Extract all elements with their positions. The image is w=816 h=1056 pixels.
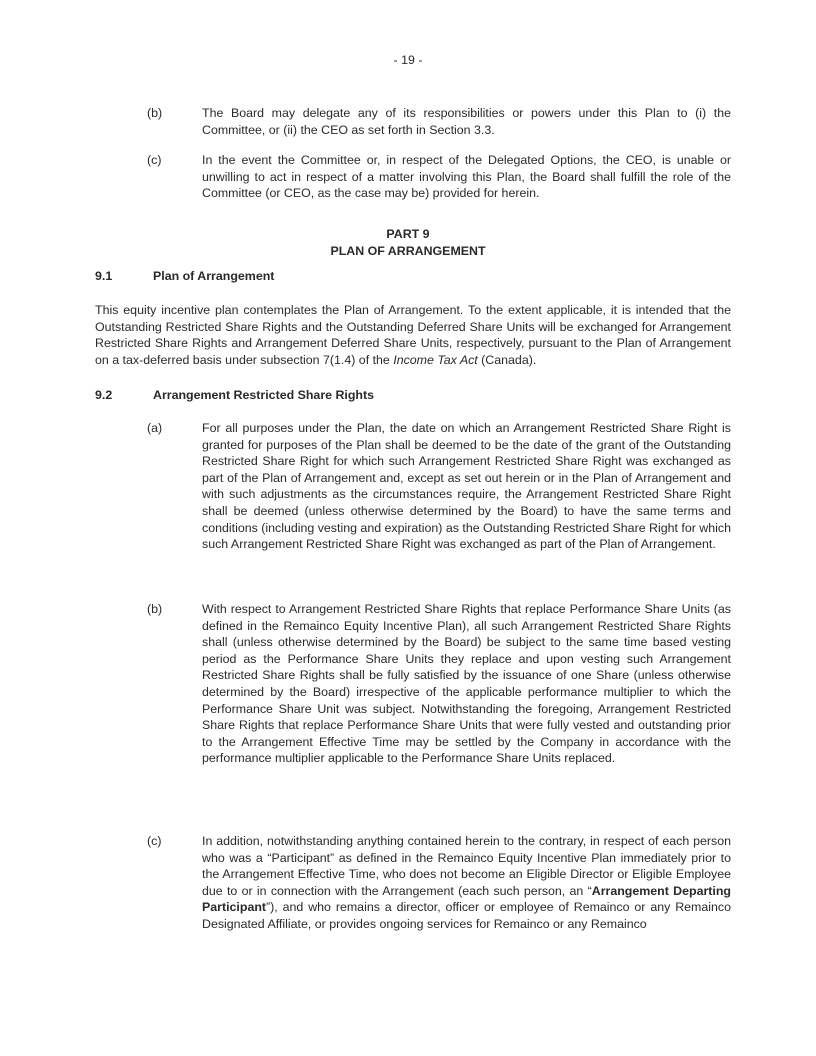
item-text: The Board may delegate any of its responsibilities or powers under this Plan to (i) the Committee, or (ii) the CEO as set forth in Section 3.3.: [202, 106, 731, 137]
section-heading: [95, 268, 274, 285]
section-title: Arrangement Restricted Share Rights: [153, 388, 375, 402]
part-heading: [0, 226, 816, 260]
section-number: 9.2: [95, 388, 113, 402]
list-item: [147, 420, 731, 553]
item-label: (c): [147, 834, 162, 848]
item-text-part: ”), and who remains a director, officer or employee of Remainco or any Remainco Designated Affiliate, or provides ongoing services for Remainco or any Remainco: [202, 900, 731, 931]
list-item: [147, 152, 731, 202]
section-title: Plan of Arrangement: [153, 269, 275, 283]
item-label: (c): [147, 153, 162, 167]
item-label: (a): [147, 421, 163, 435]
list-item: [147, 601, 731, 767]
list-item: [147, 833, 731, 933]
item-text: For all purposes under the Plan, the date on which an Arrangement Restricted Share Right is granted for purposes of the Plan shall be deemed to be the date of the grant of the Outstanding Restricted Share Right for which such Arrangement Restricted Share Right was exchanged as part of the Plan of Arrangement and, except as set out herein or in the Plan of Arrangement and with such adjustments as the circumstances require, the Arrangement Restricted Share Right shall be deemed (unless otherwise determined by the Board) to have the same terms and conditions (including vesting and expiration) as the Outstanding Restricted Share Right for which such Arrangement Restricted Share Right was exchanged as part of the Plan of Arrangement.: [202, 421, 731, 552]
item-text: [202, 833, 731, 933]
item-label: (b): [147, 106, 163, 120]
item-label: (b): [147, 602, 163, 616]
part-title: PLAN OF ARRANGEMENT: [330, 244, 486, 258]
section-number: 9.1: [95, 269, 113, 283]
paragraph-text: (Canada).: [477, 352, 537, 367]
section-heading: [95, 387, 374, 404]
list-item: [147, 105, 731, 138]
item-text-part: In addition, notwithstanding anything contained herein to the contrary, in respect of each person who was a “Participant” as defined in the Remainco Equity Incentive Plan immediately prior to the Arrangement Effective Time, who does not become an Eligible Director or Eligible Employee due to or in connection with the Arrangement (each such person, an “: [202, 834, 731, 898]
part-number: PART 9: [386, 227, 430, 241]
section-paragraph: [95, 302, 731, 368]
statute-name: Income Tax Act: [393, 352, 478, 367]
item-text: With respect to Arrangement Restricted Share Rights that replace Performance Share Units (as defined in the Remainco Equity Incentive Plan), all such Arrangement Restricted Share Rights shall (unless otherwise determined by the Board) be subject to the same time based vesting period as the Performance Share Units they replace and upon vesting such Arrangement Restricted Share Rights shall be fully satisfied by the issuance of one Share (unless otherwise determined by the Board) irrespective of the applicable performance multiplier to which the Performance Share Unit was subject. Notwithstanding the foregoing, Arrangement Restricted Share Rights that replace Performance Share Units that were fully vested and outstanding prior to the Arrangement Effective Time may be settled by the Company in accordance with the performance multiplier applicable to the Performance Share Units replaced.: [202, 602, 731, 766]
item-text: In the event the Committee or, in respect of the Delegated Options, the CEO, is unable or unwilling to act in respect of a matter involving this Plan, the Board shall fulfill the role of the Committee (or CEO, as the case may be) provided for herein.: [202, 153, 731, 201]
defined-term: Arrangement Departing Participant: [202, 883, 731, 915]
page-number: - 19 -: [393, 53, 423, 67]
paragraph-text: This equity incentive plan contemplates the Plan of Arrangement. To the extent applicable, it is intended that the Outstanding Restricted Share Rights and the Outstanding Deferred Share Units will be exchanged for Arrangement Restricted Share Rights and Arrangement Deferred Share Units, respectively, pursuant to the Plan of Arrangement on a tax-deferred basis under subsection 7(1.4) of the: [95, 303, 731, 367]
